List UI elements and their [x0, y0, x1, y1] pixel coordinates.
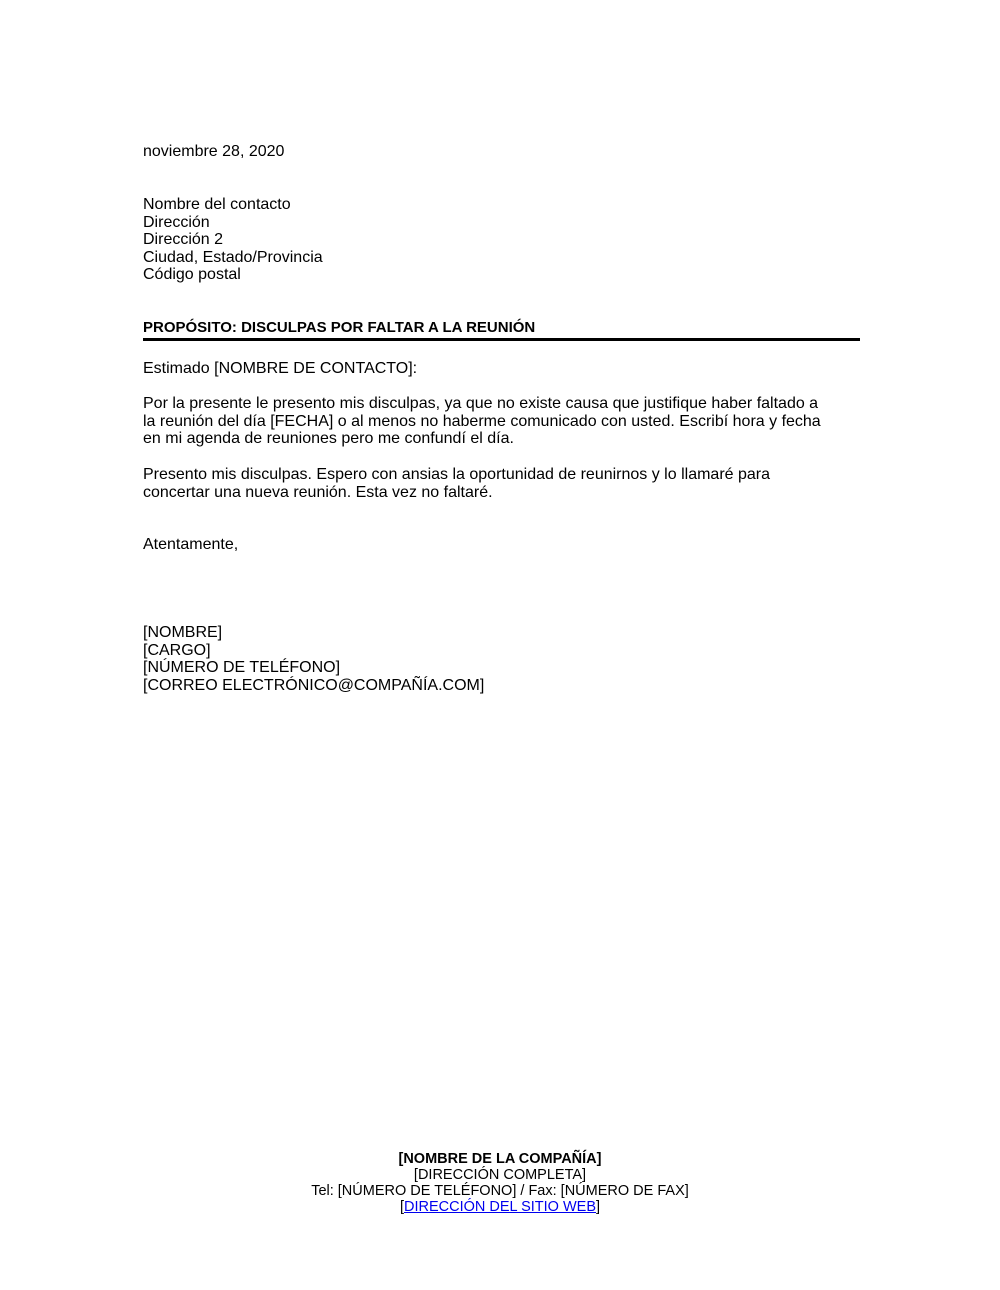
footer-address: [DIRECCIÓN COMPLETA]: [413, 1167, 587, 1183]
recipient-address: [143, 196, 323, 284]
letter-date: [143, 143, 284, 161]
footer-contact: Tel: [NÚMERO DE TELÉFONO] / Fax: [NÚMERO DE FAX]: [311, 1183, 689, 1199]
paragraph-line: Por la presente le presento mis disculpas, ya que no existe causa que justifique haber faltado a: [143, 395, 819, 412]
signature-title: [CARGO]: [143, 641, 211, 659]
bracket: [: [399, 1199, 404, 1215]
recipient-line: Dirección: [143, 213, 210, 231]
paragraph-line: Presento mis disculpas. Espero con ansias la oportunidad de reunirnos y lo llamaré para: [143, 466, 771, 483]
paragraph-line: en mi agenda de reuniones pero me confundí el día.: [143, 430, 514, 448]
recipient-line: Nombre del contacto: [143, 196, 291, 213]
signature-block: [143, 624, 484, 694]
footer-website-line: [0, 1199, 1000, 1215]
salutation: Estimado [NOMBRE DE CONTACTO]:: [143, 360, 418, 377]
paragraph-1: [143, 395, 821, 448]
paragraph-2: [143, 466, 770, 501]
company-footer: [0, 1151, 1000, 1215]
signature-phone: [NÚMERO DE TELÉFONO]: [143, 659, 341, 677]
date-text: noviembre 28, 2020: [143, 143, 285, 160]
recipient-line: Ciudad, Estado/Provincia: [143, 248, 323, 266]
signature-name: [NOMBRE]: [143, 624, 223, 641]
subject-heading: PROPÓSITO: DISCULPAS POR FALTAR A LA REUNIÓN: [143, 319, 536, 336]
recipient-line: Dirección 2: [143, 231, 224, 249]
subject-divider: [143, 338, 860, 341]
closing: Atentamente,: [143, 536, 239, 553]
footer-company: [NOMBRE DE LA COMPAÑÍA]: [398, 1151, 602, 1167]
signature-email: [CORREO ELECTRÓNICO@COMPAÑÍA.COM]: [143, 676, 485, 694]
paragraph-line: concertar una nueva reunión. Esta vez no faltaré.: [143, 483, 493, 501]
bracket: ]: [596, 1199, 601, 1215]
website-link[interactable]: DIRECCIÓN DEL SITIO WEB: [403, 1199, 596, 1215]
paragraph-line: la reunión del día [FECHA] o al menos no haberme comunicado con usted. Escribí hora y fecha: [143, 412, 821, 430]
recipient-line: Código postal: [143, 266, 241, 284]
